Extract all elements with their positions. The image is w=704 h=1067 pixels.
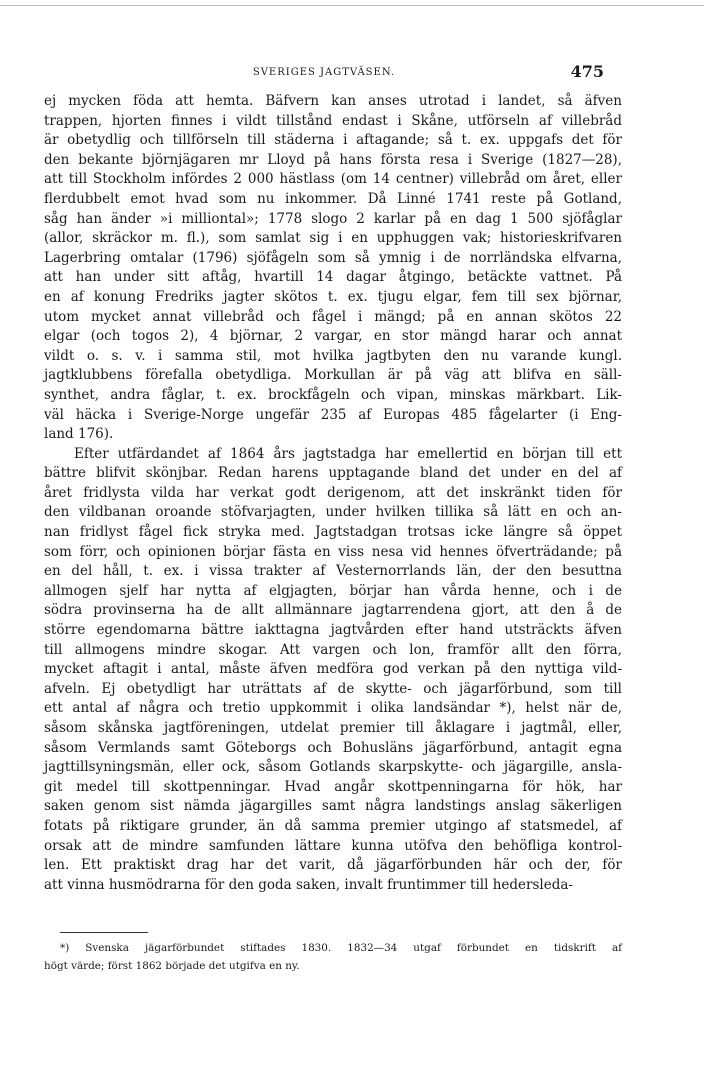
text-line: allmogen sjelf har nytta af elgjagten, börjar han vårda henne, och i de: [44, 582, 622, 599]
text-line: vildt o. s. v. i samma stil, mot hvilka jagtbyten den nu varande kungl.: [44, 347, 622, 364]
footnote-line: högt värde; först 1862 började det utgifva en ny.: [44, 959, 300, 972]
text-line: en del håll, t. ex. i vissa trakter af Vesternorrlands län, der den besuttna: [44, 563, 622, 580]
text-line: land 176).: [44, 426, 114, 443]
scan-edge-line: [0, 5, 704, 6]
body-text: [44, 92, 622, 895]
running-head: SVERIGES JAGTVÄSEN.: [252, 67, 396, 78]
text-line: året fridlysta vilda har verkat godt derigenom, att det inskränkt tiden för: [44, 484, 622, 501]
footnote-line: *) Svenska jägarförbundet stiftades 1830. 1832—34 utgaf förbundet en tidskrift af: [60, 942, 622, 954]
text-line: orsak att de mindre samfunden lättare kunna utöfva den behöfliga kontrol-: [44, 837, 622, 854]
text-line: den bekante björnjägaren mr Lloyd på hans första resa i Sverige (1827—28),: [44, 151, 622, 168]
text-line: väl häcka i Sverige-Norge ungefär 235 af Europas 485 fågelarter (i Eng-: [44, 406, 622, 423]
text-line: elgar (och togos 2), 4 björnar, 2 vargar, en stor mängd harar och annat: [44, 328, 622, 345]
text-line: till allmogens mindre skogar. Att vargen och lon, framför allt den förra,: [44, 641, 622, 658]
text-line: en af konung Fredriks jagter skötos t. ex. tjugu elgar, fem till sex björnar,: [44, 288, 622, 305]
text-line: mycket aftagit i antal, måste äfven medföra god verkan på den nyttiga vild-: [44, 661, 622, 678]
text-line: trappen, hjorten finnes i vildt tillstånd endast i Skåne, utförseln af villebråd: [44, 112, 622, 129]
text-line: nan fridlyst fågel fick stryka med. Jagtstadgan trotsas icke längre så öppet: [44, 524, 622, 541]
text-line: såg han änder »i milliontal»; 1778 slogo 2 karlar på en dag 1 500 sjöfåglar: [44, 210, 622, 227]
text-line: ett antal af några och tretio uppkommit i olika landsändar *), helst när de,: [44, 700, 622, 717]
text-line: bättre blifvit skönjbar. Redan harens upptagande bland det under en del af: [44, 465, 622, 482]
text-line: större egendomarna bättre iakttagna jagtvården efter hand utsträckts äfven: [44, 622, 622, 639]
footnote-rule: [60, 932, 148, 933]
text-line: synthet, andra fåglar, t. ex. brockfågeln och vipan, minskas märkbart. Lik-: [44, 386, 622, 403]
text-line: fotats på riktigare grunder, än då samma premier utgingo af statsmedel, af: [44, 817, 622, 834]
text-line: såsom skånska jagtföreningen, utdelat premier till åklagare i jagtmål, eller,: [44, 720, 622, 736]
text-line: jagttillsyningsmän, eller ock, såsom Gotlands skarpskytte- och jägargille, ansla-: [44, 759, 622, 776]
text-line: som förr, och opinionen börjar fästa en viss nesa vid hennes öfverträdande; på: [44, 543, 622, 560]
text-line: att vinna husmödrarna för den goda saken, invalt fruntimmer till hedersleda-: [44, 876, 573, 893]
text-line: södra provinserna ha de allt allmännare jagtarrendena gjort, att den å de: [44, 602, 622, 619]
footnote: [44, 940, 622, 975]
page-number: 475: [570, 62, 604, 81]
text-line: flerdubbelt emot hvad som nu inkommer. Då Linné 1741 reste på Gotland,: [44, 190, 622, 207]
text-line: att han under sitt aftåg, hvartill 14 dagar åtgingo, betäckte vattnet. På: [44, 269, 622, 286]
text-line: såsom Vermlands samt Göteborgs och Bohusläns jägarförbund, antagit egna: [44, 739, 622, 756]
text-line: len. Ett praktiskt drag har det varit, då jägarförbunden här och der, för: [44, 857, 622, 874]
text-line: den vildbanan oroande stöfvarjagten, under hvilken tillika så lätt en och an-: [44, 504, 622, 521]
text-line: (allor, skräckor m. fl.), som samlat sig i en upphuggen vak; historieskrifvaren: [44, 230, 622, 247]
page-header: [44, 62, 604, 84]
text-line: är obetydlig och tillförseln till städerna i aftagande; så t. ex. uppgafs det för: [44, 132, 622, 149]
text-line: git medel till skottpenningar. Hvad angår skottpenningarna för hök, har: [44, 778, 622, 795]
text-line: saken genom sist nämda jägargilles samt några landstings anslag säkerligen: [44, 798, 622, 815]
text-line: afveln. Ej obetydligt har uträttats af de skytte- och jägarförbund, som till: [44, 680, 622, 697]
text-line: Lagerbring omtalar (1796) sjöfågeln som så ymnig i de norrländska elfvarna,: [44, 249, 622, 266]
text-line: att till Stockholm infördes 2 000 hästlass (om 14 centner) villebråd om året, eller: [44, 171, 622, 188]
text-line: Efter utfärdandet af 1864 års jagtstadga har emellertid en början till ett: [74, 445, 622, 462]
text-line: jagtklubbens förefalla obetydliga. Morkullan är på väg att blifva en säll-: [44, 367, 622, 384]
text-line: ej mycken föda att hemta. Bäfvern kan anses utrotad i landet, så äfven: [44, 93, 622, 109]
text-line: utom mycket annat villebråd och fågel i mängd; på en annan skötos 22: [44, 308, 622, 325]
